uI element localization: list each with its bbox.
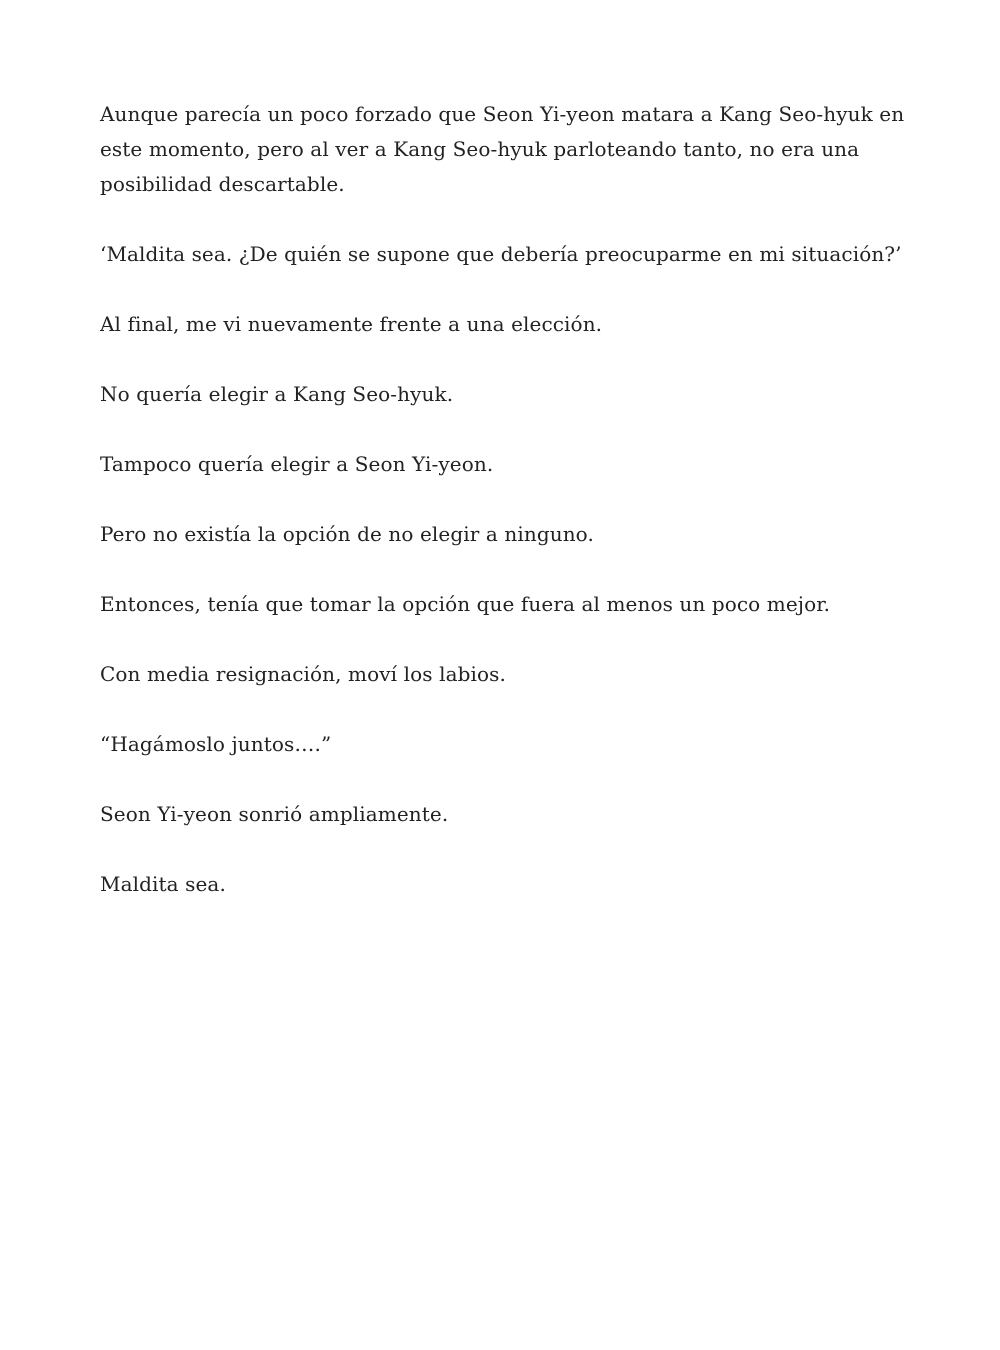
paragraph: Seon Yi-yeon sonrió ampliamente. [100,802,449,826]
document-body [100,97,910,937]
paragraph: Pero no existía la opción de no elegir a ninguno. [100,522,594,546]
paragraph: Tampoco quería elegir a Seon Yi-yeon. [100,452,494,476]
paragraph: Al final, me vi nuevamente frente a una elección. [100,312,603,336]
paragraph: No quería elegir a Kang Seo-hyuk. [100,382,454,406]
paragraph: ‘Maldita sea. ¿De quién se supone que debería preocuparme en mi situación?’ [100,242,902,266]
paragraph: Entonces, tenía que tomar la opción que fuera al menos un poco mejor. [100,592,831,616]
paragraph: “Hagámoslo juntos….” [100,732,332,756]
paragraph: Aunque parecía un poco forzado que Seon Yi-yeon matara a Kang Seo-hyuk en este momento, pero al ver a Kang Seo-hyuk parloteando tanto, no era una posibilidad descartable. [100,102,905,196]
paragraph: Maldita sea. [100,872,226,896]
paragraph: Con media resignación, moví los labios. [100,662,506,686]
